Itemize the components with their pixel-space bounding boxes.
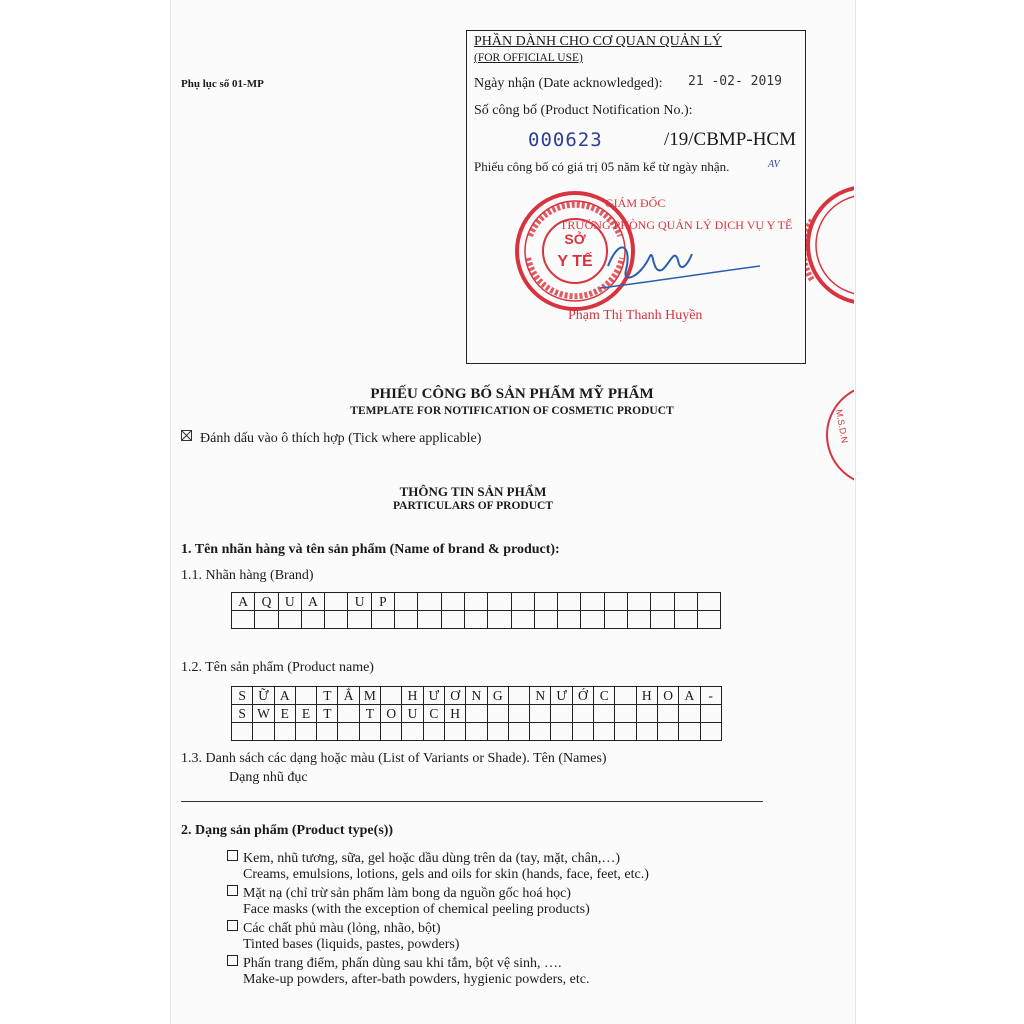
grid-cell <box>651 611 674 629</box>
grid-cell: O <box>381 705 402 723</box>
appendix-label: Phụ lục số 01-MP <box>181 78 264 90</box>
grid-cell <box>651 593 674 611</box>
date-acknowledged-value: 21 -02- 2019 <box>688 74 782 89</box>
product-type-option <box>227 885 571 902</box>
grid-cell: T <box>317 687 338 705</box>
grid-cell <box>279 611 302 629</box>
grid-cell <box>605 611 628 629</box>
grid-cell <box>466 705 487 723</box>
grid-cell <box>530 723 551 741</box>
product-type-option <box>227 955 561 972</box>
grid-cell: E <box>275 705 296 723</box>
official-box-title: PHẦN DÀNH CHO CƠ QUAN QUẢN LÝ <box>474 34 723 49</box>
option-vi: Mặt nạ (chỉ trừ sản phẩm làm bong da nguồn gốc hoá học) <box>243 886 571 901</box>
grid-cell <box>679 723 700 741</box>
tick-note-text: Đánh dấu vào ô thích hợp (Tick where applicable) <box>200 431 482 446</box>
grid-cell <box>509 705 530 723</box>
grid-cell <box>418 611 441 629</box>
option-en: Tinted bases (liquids, pastes, powders) <box>243 937 460 952</box>
grid-cell <box>551 723 572 741</box>
grid-cell <box>509 687 530 705</box>
grid-cell: O <box>658 687 679 705</box>
grid-cell <box>488 611 511 629</box>
grid-cell: H <box>445 705 466 723</box>
grid-cell: A <box>679 687 700 705</box>
grid-cell <box>628 593 651 611</box>
grid-cell: E <box>296 705 317 723</box>
grid-cell: G <box>488 687 509 705</box>
grid-cell <box>338 723 359 741</box>
grid-cell: Ớ <box>573 687 594 705</box>
grid-cell: H <box>402 687 423 705</box>
grid-cell <box>675 611 698 629</box>
grid-cell <box>558 593 581 611</box>
signature <box>580 226 780 306</box>
q2-heading: 2. Dạng sản phẩm (Product type(s)) <box>181 823 394 838</box>
grid-cell <box>296 723 317 741</box>
grid-cell <box>372 611 395 629</box>
grid-cell: T <box>317 705 338 723</box>
variants-label: 1.3. Danh sách các dạng hoặc màu (List of Variants or Shade). Tên (Names) <box>181 751 607 766</box>
grid-cell <box>381 687 402 705</box>
grid-cell: N <box>466 687 487 705</box>
ticked-checkbox-icon <box>181 430 192 441</box>
grid-cell <box>488 593 511 611</box>
grid-cell <box>605 593 628 611</box>
grid-cell: M <box>360 687 381 705</box>
grid-cell <box>466 723 487 741</box>
grid-cell <box>325 611 348 629</box>
grid-cell <box>488 723 509 741</box>
option-en: Make-up powders, after-bath powders, hygienic powders, etc. <box>243 972 590 987</box>
grid-cell <box>442 593 465 611</box>
grid-cell <box>381 723 402 741</box>
option-vi: Các chất phủ màu (lỏng, nhão, bột) <box>243 921 441 936</box>
grid-cell: Q <box>255 593 278 611</box>
grid-cell: N <box>530 687 551 705</box>
seal-center-bottom: Y TẾ <box>557 253 593 270</box>
grid-cell <box>535 611 558 629</box>
grid-cell: U <box>279 593 302 611</box>
grid-cell <box>424 723 445 741</box>
grid-cell <box>658 723 679 741</box>
grid-cell: - <box>701 687 722 705</box>
director-department: TRƯỞNG PHÒNG QUẢN LÝ DỊCH VỤ Y TẾ <box>560 218 793 232</box>
grid-cell <box>275 723 296 741</box>
grid-cell: T <box>360 705 381 723</box>
grid-cell <box>698 593 721 611</box>
grid-cell: P <box>372 593 395 611</box>
grid-cell <box>573 705 594 723</box>
grid-cell <box>615 705 636 723</box>
grid-cell <box>615 687 636 705</box>
grid-cell: Ư <box>424 687 445 705</box>
grid-cell <box>338 705 359 723</box>
product-name-label: 1.2. Tên sản phẩm (Product name) <box>181 660 374 675</box>
brand-grid <box>231 592 721 629</box>
grid-cell: S <box>232 687 253 705</box>
notification-number-label: Số công bố (Product Notification No.): <box>474 103 693 118</box>
grid-cell <box>701 723 722 741</box>
notification-number-suffix: /19/CBMP-HCM <box>664 129 796 150</box>
checkbox-icon[interactable] <box>227 920 238 931</box>
option-en: Creams, emulsions, lotions, gels and oils for skin (hands, face, feet, etc.) <box>243 867 649 882</box>
grid-cell: Ắ <box>338 687 359 705</box>
grid-cell: Ư <box>551 687 572 705</box>
grid-cell <box>701 705 722 723</box>
grid-cell <box>512 611 535 629</box>
grid-cell: S <box>232 705 253 723</box>
grid-cell <box>255 611 278 629</box>
grid-cell <box>594 723 615 741</box>
grid-cell <box>253 723 274 741</box>
brand-label: 1.1. Nhãn hàng (Brand) <box>181 568 314 583</box>
grid-cell <box>395 593 418 611</box>
form-title: PHIẾU CÔNG BỐ SẢN PHẨM MỸ PHẨM <box>370 386 654 402</box>
grid-cell: Ơ <box>445 687 466 705</box>
grid-cell <box>594 705 615 723</box>
grid-cell <box>465 611 488 629</box>
checkbox-icon[interactable] <box>227 850 238 861</box>
seal-center-top: SỞ <box>564 231 586 247</box>
q1-heading: 1. Tên nhãn hàng và tên sản phẩm (Name of brand & product): <box>181 542 560 557</box>
grid-cell <box>445 723 466 741</box>
grid-cell: C <box>424 705 445 723</box>
checkbox-icon[interactable] <box>227 885 238 896</box>
grid-cell <box>558 611 581 629</box>
grid-cell <box>698 611 721 629</box>
grid-cell <box>348 611 371 629</box>
grid-cell: H <box>637 687 658 705</box>
grid-cell: A <box>232 593 255 611</box>
checkbox-icon[interactable] <box>227 955 238 966</box>
grid-cell: Ữ <box>253 687 274 705</box>
grid-cell <box>442 611 465 629</box>
grid-cell <box>573 723 594 741</box>
grid-cell <box>658 705 679 723</box>
option-en: Face masks (with the exception of chemical peeling products) <box>243 902 590 917</box>
grid-cell: U <box>402 705 423 723</box>
handwritten-mark: AV <box>768 159 780 170</box>
product-type-option <box>227 920 441 937</box>
official-box-subtitle: (FOR OFFICIAL USE) <box>474 52 583 64</box>
section-title: THÔNG TIN SẢN PHẨM <box>399 484 547 499</box>
product-name-grid <box>231 686 722 741</box>
section-divider <box>181 801 763 802</box>
grid-cell <box>488 705 509 723</box>
grid-cell <box>302 611 325 629</box>
notification-number-stamp: 000623 <box>528 129 603 151</box>
signer-name: Phạm Thị Thanh Huyền <box>568 308 703 323</box>
grid-cell: A <box>302 593 325 611</box>
grid-cell <box>530 705 551 723</box>
grid-cell <box>395 611 418 629</box>
grid-cell <box>628 611 651 629</box>
grid-cell <box>465 593 488 611</box>
side-seal-text: M.S.D.N <box>834 408 850 444</box>
tick-note <box>181 430 481 447</box>
grid-cell <box>402 723 423 741</box>
grid-cell <box>615 723 636 741</box>
grid-cell <box>509 723 530 741</box>
variants-value: Dạng nhũ đục <box>229 770 308 785</box>
form-title-en: TEMPLATE FOR NOTIFICATION OF COSMETIC PRODUCT <box>350 405 674 417</box>
grid-cell <box>232 611 255 629</box>
grid-cell <box>581 593 604 611</box>
grid-cell: C <box>594 687 615 705</box>
grid-cell <box>637 705 658 723</box>
director-title: GIÁM ĐỐC <box>605 196 666 210</box>
validity-note: Phiếu công bố có giá trị 05 năm kể từ ngày nhận. <box>474 159 730 174</box>
grid-cell <box>296 687 317 705</box>
grid-cell <box>551 705 572 723</box>
grid-cell <box>637 723 658 741</box>
grid-cell <box>360 723 381 741</box>
grid-cell <box>675 593 698 611</box>
grid-cell <box>418 593 441 611</box>
grid-cell <box>325 593 348 611</box>
grid-cell <box>581 611 604 629</box>
date-acknowledged-label: Ngày nhận (Date acknowledged): <box>474 76 663 91</box>
section-title-en: PARTICULARS OF PRODUCT <box>393 500 553 512</box>
grid-cell: W <box>253 705 274 723</box>
grid-cell <box>512 593 535 611</box>
grid-cell: A <box>275 687 296 705</box>
option-vi: Phấn trang điểm, phấn dùng sau khi tắm, bột vệ sinh, …. <box>243 956 562 971</box>
product-type-option <box>227 850 620 867</box>
grid-cell <box>679 705 700 723</box>
grid-cell <box>232 723 253 741</box>
grid-cell <box>317 723 338 741</box>
grid-cell: U <box>348 593 371 611</box>
side-seal-top <box>806 180 854 310</box>
grid-cell <box>535 593 558 611</box>
option-vi: Kem, nhũ tương, sữa, gel hoặc dầu dùng trên da (tay, mặt, chân,…) <box>243 851 621 866</box>
